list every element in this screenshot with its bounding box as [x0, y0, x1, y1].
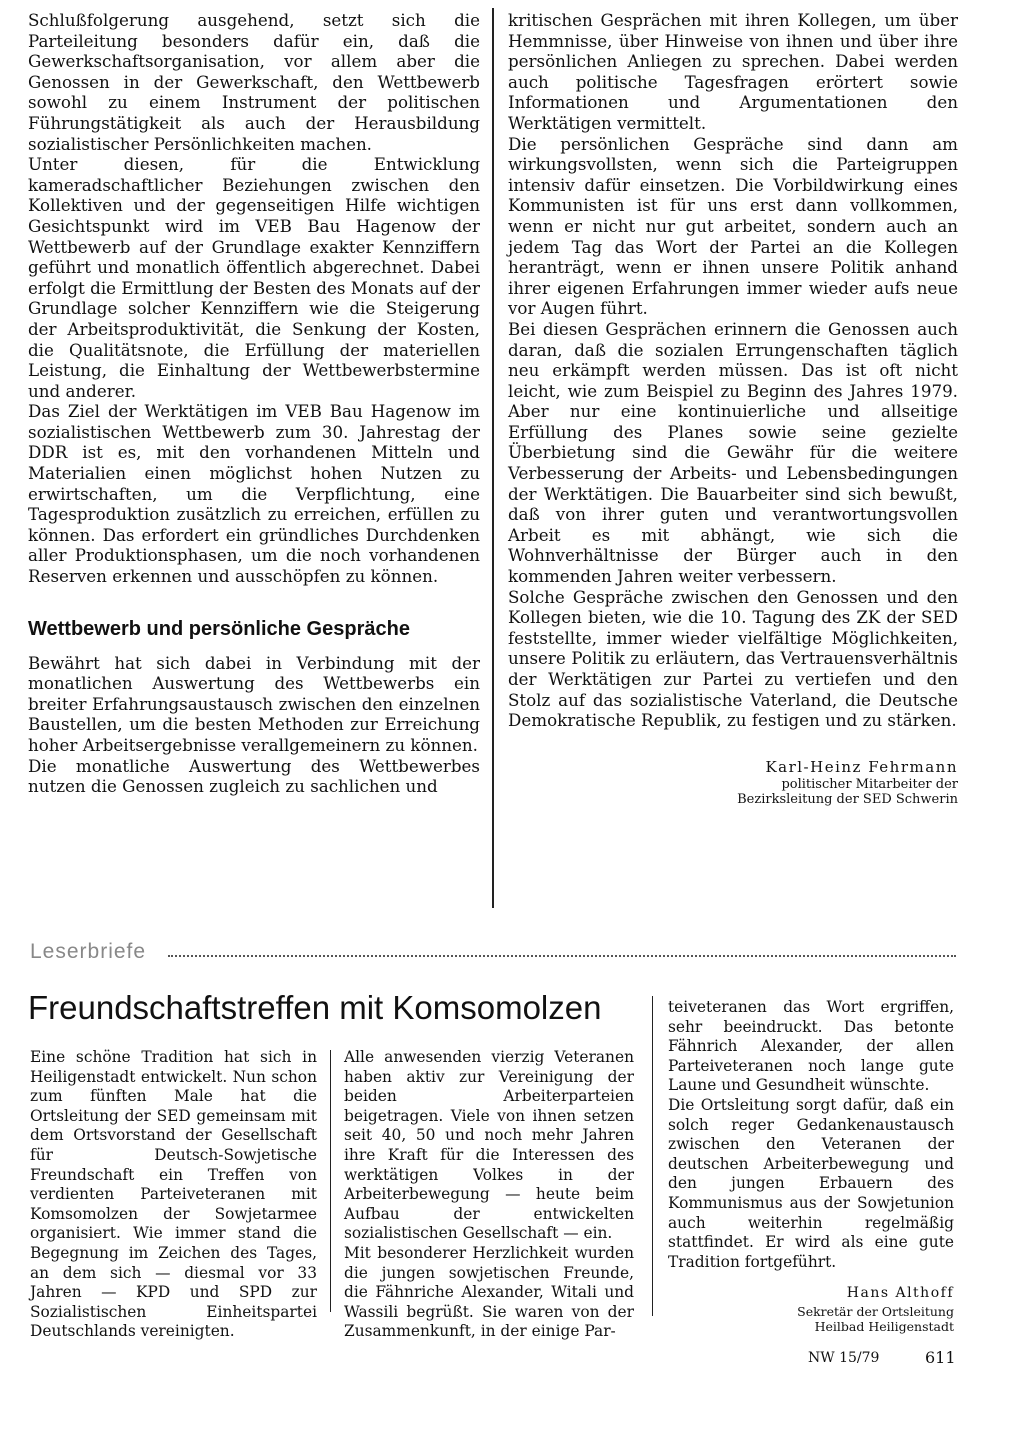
letter-author-name: Hans Althoff — [846, 1285, 954, 1302]
letter-column-1 — [30, 1048, 317, 1342]
letter-paragraph: Mit besonderer Herzlichkeit wurden die jungen sowjetischen Freunde, die Fähnriche Alexander, Witali und Wassili begrüßt. Sie waren von der Zusammenkunft, in der einige Par- — [344, 1243, 634, 1341]
letter-paragraph: Eine schöne Tradition hat sich in Heiligenstadt entwickelt. Nun schon zum fünften Male hat die Ortsleitung der SED gemeinsam mit dem Ortsvorstand der Gesellschaft für Deutsch-Sowjetische Freundschaft ein Treffen von verdienten Parteiveteranen mit Komsomolzen der Sowjetarmee organisiert. Wie immer stand die Begegnung im Zeichen des Tages, an dem sich — diesmal vor 33 Jahren — KPD und SPD zur Sozialistischen Einheitspartei Deutschlands vereinigten. — [30, 1048, 317, 1341]
article-right-column — [508, 10, 958, 807]
author-name: Karl-Heinz Fehrmann — [765, 757, 958, 776]
letter-author-role: Sekretär der Ortsleitung — [797, 1303, 954, 1319]
article-paragraph: Bei diesen Gesprächen erinnern die Genossen auch daran, daß die sozialen Errungenschaften täglich neu erkämpft werden müssen. Das ist oft nicht leicht, wie zum Beispiel zu Beginn des Jahres 1979. Aber nur eine kontinuierliche und allseitige Erfüllung des Planes sowie seine gezielte Überbietung sind die Gewähr für die weitere Verbesserung der Arbeits- und Lebensbedingungen der Werktätigen. Die Bauarbeiter sind sich bewußt, daß von ihrer guten und verantwortungsvollen Arbeit es mit abhängt, wie sich die Wohnverhältnisse der Bürger auch in den kommenden Jahren weiter verbessern. — [508, 318, 958, 587]
letter-column-2 — [344, 1048, 634, 1342]
article-paragraph: Bewährt hat sich dabei in Verbindung mit der monatlichen Auswertung des Wettbewerbs ein breiter Erfahrungsaustausch zwischen den einzelnen Baustellen, um die besten Methoden zur Erreichung hoher Arbeitsergebnisse verallgemeinern zu können. — [28, 652, 480, 755]
article-paragraph: Unter diesen, für die Entwicklung kameradschaftlicher Beziehungen zwischen den Kollektiven und der gegenseitigen Hilfe wichtigen Gesichtspunkt wird im VEB Bau Hagenow der Wettbewerb auf der Grundlage exakter Kennziffern geführt und monatlich öffentlich abgerechnet. Dabei erfolgt die Ermittlung der Besten des Monats auf der Grundlage solcher Kennziffern wie die Steigerung der Arbeitsproduktivität, die Senkung der Kosten, die Qualitätsnote, die Erfüllung der materiellen Leistung, die Einhaltung der Wettbewerbstermine und anderer. — [28, 154, 480, 401]
letter-paragraph: Die Ortsleitung sorgt dafür, daß ein solch reger Gedankenaustausch zwischen den Veteranen der deutschen Arbeiterbewegung und den jungen Erbauern des Kommunismus aus der Sowjetunion auch weiterhin regelmäßig stattfindet. Er wird als eine gute Tradition fortgeführt. — [668, 1095, 954, 1271]
issue-label: NW 15/79 — [808, 1350, 880, 1366]
article-left-column — [28, 10, 480, 797]
column-divider — [652, 996, 653, 1316]
author-role: politischer Mitarbeiter der — [781, 777, 958, 793]
column-divider — [492, 8, 494, 908]
letter-author-role: Heilbad Heiligenstadt — [814, 1318, 954, 1334]
article-paragraph: Die monatliche Auswertung des Wettbewerbes nutzen die Genossen zugleich zu sachlichen und — [28, 755, 480, 797]
letter-column-3 — [668, 998, 954, 1334]
letter-headline: Freundschaftstreffen mit Komsomolzen — [28, 989, 602, 1026]
article-paragraph: Das Ziel der Werktätigen im VEB Bau Hagenow im sozialistischen Wettbewerb zum 30. Jahrestag der DDR ist es, mit den vorhandenen Mitteln und Materialien einen möglichst hohen Nutzen zu erwirtschaften, um die Verpflichtung, eine Tagesproduktion zusätzlich zu erreichen, erfüllen zu können. Das erfordert ein gründliches Durchdenken aller Produktionsphasen, um die noch vorhandenen Reserven erkennen und ausschöpfen zu können. — [28, 401, 480, 587]
page-number: 611 — [925, 1348, 956, 1367]
article-paragraph: kritischen Gesprächen mit ihren Kollegen, um über Hemmnisse, über Hinweise von ihnen und über ihre persönlichen Anliegen zu sprechen. Dabei werden auch politische Tagesfragen erörtert sowie Informationen und Argumentationen den Werktätigen vermittelt. — [508, 10, 958, 133]
article-signature — [508, 757, 958, 808]
letter-paragraph: Alle anwesenden vierzig Veteranen haben aktiv zur Vereinigung der beiden Arbeiterparteien beigetragen. Viele von ihnen setzen seit 40, 50 und noch mehr Jahren ihre Kraft für die Interessen des werktätigen Volkes in der Arbeiterbewegung — heute beim Aufbau der entwickelten sozialistischen Gesellschaft — ein. — [344, 1048, 634, 1243]
letter-paragraph: teiveteranen das Wort ergriffen, sehr beeindruckt. Das betonte Fähnrich Alexander, der allen Parteiveteranen noch lange gute Laune und Gesundheit wünschte. — [668, 998, 954, 1095]
column-divider — [330, 1050, 331, 1312]
article-subheading: Wettbewerb und persönliche Gespräche — [28, 617, 410, 640]
section-label: Leserbriefe — [30, 940, 147, 963]
author-role: Bezirksleitung der SED Schwerin — [737, 792, 958, 808]
article-paragraph: Schlußfolgerung ausgehend, setzt sich die Parteileitung besonders dafür ein, daß die Gewerkschaftsorganisation, vor allem aber die Genossen in der Gewerkschaft, den Wettbewerb sowohl zu einem Instrument der politischen Führungstätigkeit als auch der Herausbildung sozialistischer Persönlichkeiten machen. — [28, 10, 480, 154]
letter-signature — [668, 1284, 954, 1334]
article-paragraph: Solche Gespräche zwischen den Genossen und den Kollegen bieten, wie die 10. Tagung des ZK der SED feststellte, immer wieder vielfältige Möglichkeiten, unsere Politik zu erläutern, das Vertrauensverhältnis der Werktätigen zur Partei zu vertiefen und den Stolz auf das sozialistische Vaterland, die Deutsche Demokratische Republik, zu festigen und zu stärken. — [508, 586, 958, 731]
article-paragraph: Die persönlichen Gespräche sind dann am wirkungsvollsten, wenn sich die Parteigruppen intensiv dafür einsetzen. Die Vorbildwirkung eines Kommunisten ist für uns erst dann vollkommen, wenn er nicht nur gut arbeitet, sondern auch an jedem Tag das Wort der Partei an die Kollegen heranträgt, wenn er ihnen unsere Politik anhand ihrer eigenen Erfahrungen immer wieder aufs neue vor Augen führt. — [508, 133, 958, 319]
section-rule — [168, 955, 956, 957]
